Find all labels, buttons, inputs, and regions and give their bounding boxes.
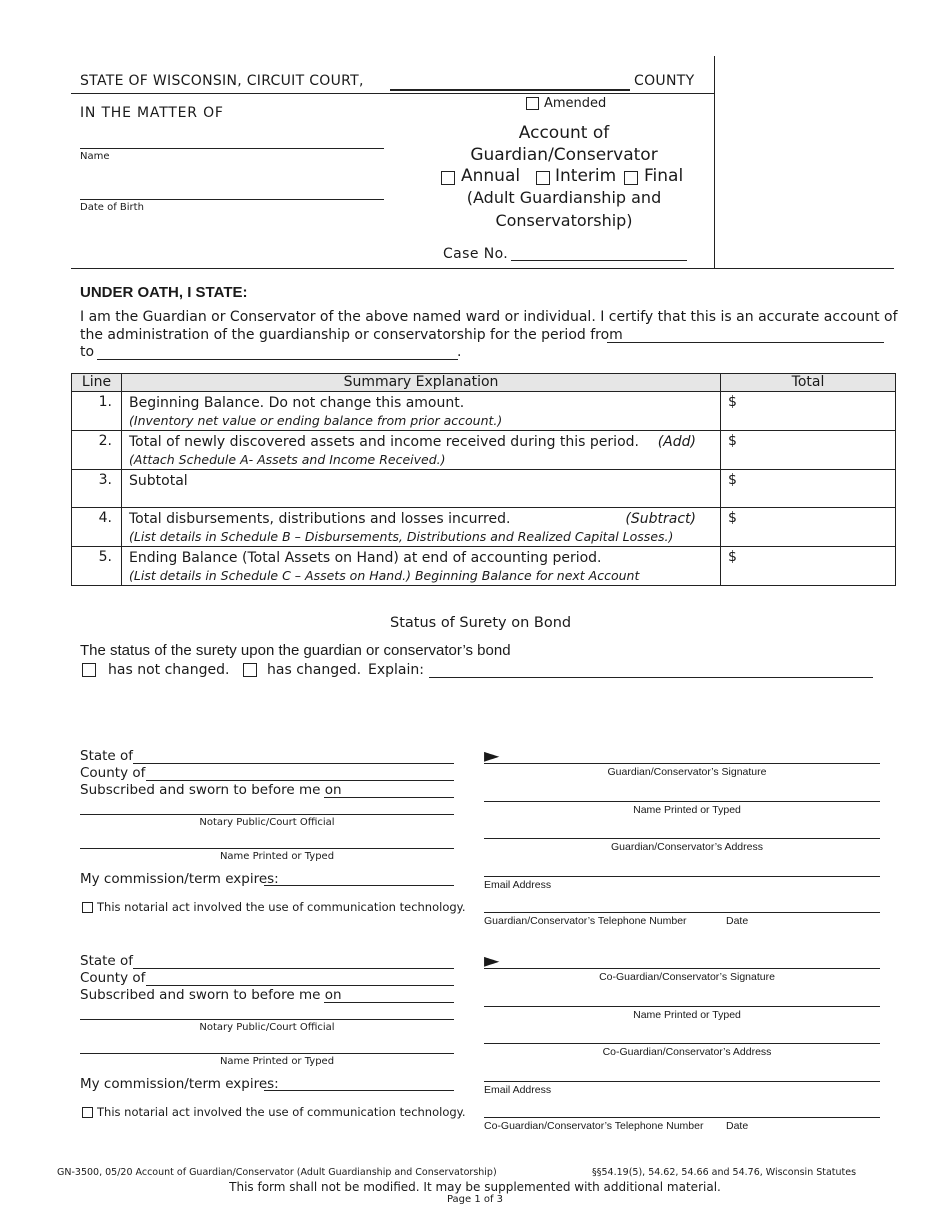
signer2-signature-label: Co-Guardian/Conservator’s Signature — [599, 971, 775, 983]
final-label: Final — [644, 166, 684, 186]
annual-label: Annual — [461, 166, 521, 186]
notary1-official-label: Notary Public/Court Official — [199, 817, 335, 828]
oath-line2: the administration of the guardianship or conservatorship for the period from — [80, 327, 623, 343]
notary1-commission-field[interactable] — [264, 885, 454, 886]
signer1-phone-label: Guardian/Conservator’s Telephone Number — [484, 915, 687, 927]
row-note: (List details in Schedule C – Assets on Hand.) Beginning Balance for next Account — [129, 568, 640, 583]
row-text: Subtotal — [129, 473, 188, 489]
header-rule — [71, 93, 714, 94]
signer1-date-label: Date — [726, 915, 749, 927]
row-text: Beginning Balance. Do not change this amount. — [129, 395, 465, 411]
notary2-tech-label: This notarial act involved the use of communication technology. — [97, 1105, 466, 1119]
notary1-tech-label: This notarial act involved the use of communication technology. — [97, 900, 466, 914]
table-row — [72, 547, 896, 586]
signer1-address-field[interactable] — [484, 838, 880, 839]
notary2-county-field[interactable] — [146, 985, 454, 986]
to-label: to — [80, 344, 95, 360]
notary1-commission-label: My commission/term expires: — [80, 871, 279, 887]
header-divider — [714, 56, 715, 268]
summary-table — [71, 373, 896, 586]
explain-label: Explain: — [368, 662, 424, 678]
surety-changed-label: has changed. — [267, 662, 362, 678]
signer1-signature-field[interactable] — [484, 763, 880, 764]
oath-heading: UNDER OATH, I STATE: — [80, 284, 248, 301]
surety-not-changed-checkbox[interactable] — [82, 663, 96, 677]
subtitle-line2: Conservatorship) — [495, 211, 633, 230]
row-note: (Inventory net value or ending balance from prior account.) — [129, 413, 503, 428]
notary2-commission-label: My commission/term expires: — [80, 1076, 279, 1092]
period-start-field[interactable] — [607, 342, 884, 343]
case-no-label: Case No. — [443, 246, 509, 262]
signer1-email-label: Email Address — [484, 879, 552, 891]
notary1-state-label: State of — [80, 748, 134, 764]
signer1-address-label: Guardian/Conservator’s Address — [611, 841, 763, 853]
signer2-address-line2-field[interactable] — [484, 1081, 880, 1082]
footer-statutes: §§54.19(5), 54.62, 54.66 and 54.76, Wisconsin Statutes — [592, 1167, 857, 1178]
notary2-state-label: State of — [80, 953, 134, 969]
dob-label: Date of Birth — [80, 202, 144, 213]
interim-checkbox[interactable] — [536, 171, 550, 185]
interim-label: Interim — [555, 166, 617, 186]
signer2-address-label: Co-Guardian/Conservator’s Address — [602, 1046, 772, 1058]
signer2-email-field[interactable] — [484, 1117, 880, 1118]
ward-name-field[interactable] — [80, 148, 384, 149]
row-line-number: 3. — [72, 470, 122, 508]
row-explanation — [122, 470, 721, 508]
signer2-email-label: Email Address — [484, 1084, 552, 1096]
signer1-email-field[interactable] — [484, 912, 880, 913]
explain-field[interactable] — [429, 677, 873, 678]
period-end-field[interactable] — [97, 359, 458, 360]
notary1-official-signature-field[interactable] — [80, 814, 454, 815]
row-line-number: 1. — [72, 392, 122, 431]
row-line-number: 2. — [72, 431, 122, 470]
notary2-tech-checkbox[interactable] — [82, 1107, 93, 1118]
signature-arrow-icon: ► — [484, 743, 500, 767]
notary1-sworn-date-field[interactable] — [324, 797, 454, 798]
row-line-number: 5. — [72, 547, 122, 586]
amended-label: Amended — [544, 96, 607, 111]
notary1-printed-name-field[interactable] — [80, 848, 454, 849]
row-action: (Subtract) — [625, 511, 696, 527]
signer2-date-label: Date — [726, 1120, 749, 1132]
surety-not-changed-label: has not changed. — [108, 662, 230, 678]
signer1-signature-label: Guardian/Conservator’s Signature — [607, 766, 767, 778]
row-total-field[interactable]: $ — [721, 392, 896, 431]
oath-line1: I am the Guardian or Conservator of the above named ward or individual. I certify that this is an accurate account of — [80, 309, 898, 325]
signer2-address-field[interactable] — [484, 1043, 880, 1044]
row-explanation — [122, 547, 721, 586]
case-no-field[interactable] — [511, 260, 687, 261]
table-row — [72, 470, 896, 508]
notary1-tech-checkbox[interactable] — [82, 902, 93, 913]
col-header-total: Total — [721, 374, 896, 392]
row-total-field[interactable]: $ — [721, 508, 896, 547]
form-title-line2: Guardian/Conservator — [470, 145, 658, 165]
signer1-printed-label: Name Printed or Typed — [633, 804, 741, 816]
notary1-county-field[interactable] — [146, 780, 454, 781]
county-field[interactable] — [390, 89, 630, 91]
notary2-official-signature-field[interactable] — [80, 1019, 454, 1020]
row-total-field[interactable]: $ — [721, 431, 896, 470]
surety-heading: Status of Surety on Bond — [390, 615, 572, 631]
notary1-state-field[interactable] — [133, 763, 454, 764]
amended-checkbox[interactable] — [526, 97, 539, 110]
row-text: Total of newly discovered assets and income received during this period. — [129, 434, 639, 450]
court-label: STATE OF WISCONSIN, CIRCUIT COURT, — [80, 73, 364, 89]
county-label: COUNTY — [634, 73, 695, 89]
name-label: Name — [80, 151, 110, 162]
signature-arrow-icon: ► — [484, 948, 500, 972]
row-total-field[interactable]: $ — [721, 547, 896, 586]
notary2-county-label: County of — [80, 970, 146, 986]
surety-changed-checkbox[interactable] — [243, 663, 257, 677]
notary1-printed-label: Name Printed or Typed — [219, 851, 335, 862]
row-total-field[interactable]: $ — [721, 470, 896, 508]
footer-page-number: Page 1 of 3 — [446, 1194, 504, 1205]
row-explanation — [122, 392, 721, 431]
period-end-punct: . — [457, 344, 462, 360]
signer2-signature-field[interactable] — [484, 968, 880, 969]
row-note: (Attach Schedule A- Assets and Income Received.) — [129, 452, 446, 467]
notary1-county-label: County of — [80, 765, 146, 781]
row-explanation — [122, 508, 721, 547]
table-row — [72, 392, 896, 431]
row-line-number: 4. — [72, 508, 122, 547]
table-row — [72, 431, 896, 470]
notary2-commission-field[interactable] — [264, 1090, 454, 1091]
notary2-sworn-date-field[interactable] — [324, 1002, 454, 1003]
col-header-line: Line — [72, 374, 122, 392]
notary2-printed-label: Name Printed or Typed — [219, 1056, 335, 1067]
signer2-printed-label: Name Printed or Typed — [633, 1009, 741, 1021]
signer2-phone-label: Co-Guardian/Conservator’s Telephone Number — [484, 1120, 704, 1132]
table-row — [72, 508, 896, 547]
footer-notice: This form shall not be modified. It may be supplemented with additional material. — [229, 1180, 721, 1194]
notary2-printed-name-field[interactable] — [80, 1053, 454, 1054]
notary2-state-field[interactable] — [133, 968, 454, 969]
row-explanation — [122, 431, 721, 470]
row-text: Ending Balance (Total Assets on Hand) at end of accounting period. — [129, 550, 602, 566]
signer1-printed-name-field[interactable] — [484, 801, 880, 802]
notary2-sworn-label: Subscribed and sworn to before me on — [80, 987, 342, 1003]
dob-field[interactable] — [80, 199, 384, 200]
row-action: (Add) — [657, 434, 696, 450]
signer1-address-line2-field[interactable] — [484, 876, 880, 877]
row-text: Total disbursements, distributions and losses incurred. — [129, 511, 511, 527]
matter-label: IN THE MATTER OF — [80, 105, 224, 121]
annual-checkbox[interactable] — [441, 171, 455, 185]
footer-form-id: GN-3500, 05/20 Account of Guardian/Conservator (Adult Guardianship and Conservatorship) — [57, 1167, 497, 1178]
header-bottom-rule — [71, 268, 894, 269]
subtitle-line1: (Adult Guardianship and — [466, 188, 662, 207]
notary1-sworn-label: Subscribed and sworn to before me on — [80, 782, 342, 798]
table-header-row — [72, 374, 896, 392]
surety-text: The status of the surety upon the guardian or conservator’s bond — [80, 642, 511, 659]
notary2-official-label: Notary Public/Court Official — [199, 1022, 335, 1033]
final-checkbox[interactable] — [624, 171, 638, 185]
form-title-line1: Account of — [518, 123, 610, 143]
col-header-explanation: Summary Explanation — [122, 374, 721, 392]
signer2-printed-name-field[interactable] — [484, 1006, 880, 1007]
row-note: (List details in Schedule B – Disbursements, Distributions and Realized Capital Losses.) — [129, 529, 674, 544]
